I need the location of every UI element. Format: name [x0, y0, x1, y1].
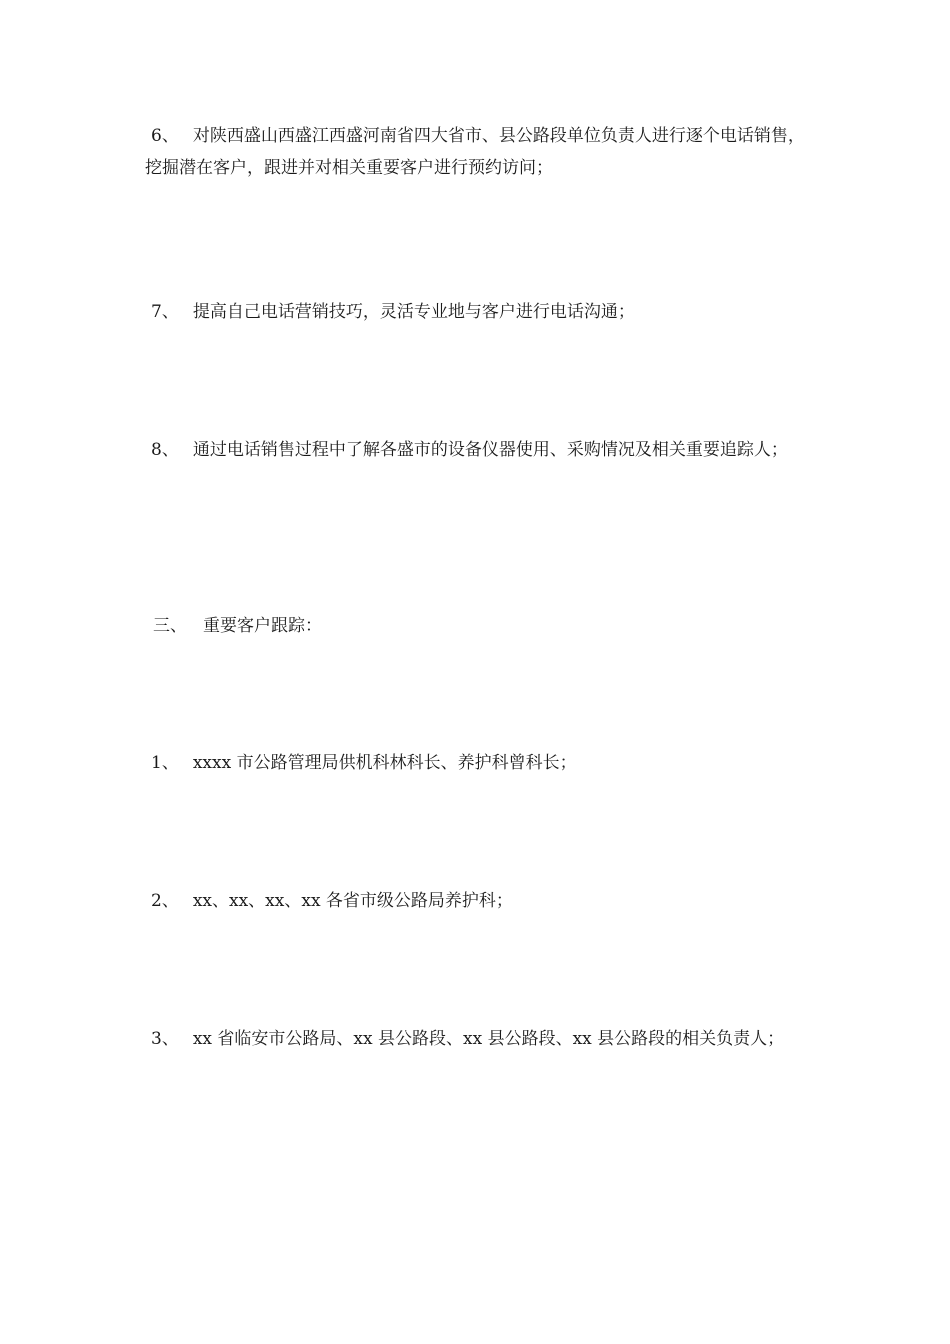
client-item-2	[145, 885, 810, 917]
client-item-text: xx、xx、xx、xx 各省市级公路局养护科；	[192, 891, 513, 911]
list-item-6	[145, 120, 810, 184]
list-item-number: 7、	[151, 302, 179, 322]
list-item-number: 6、	[151, 126, 179, 146]
list-item-text: 通过电话销售过程中了解各盛市的设备仪器使用、采购情况及相关重要追踪人；	[192, 440, 788, 460]
list-item-number: 8、	[151, 440, 179, 460]
section-heading	[145, 610, 810, 642]
client-item-number: 1、	[151, 753, 179, 773]
list-item-text: 对陕西盛山西盛江西盛河南省四大省市、县公路段单位负责人进行逐个电话销售，挖掘潜在客户，跟进并对相关重要客户进行预约访问；	[145, 126, 805, 178]
client-item-3	[145, 1023, 810, 1055]
list-item-7	[145, 296, 810, 328]
client-item-text: xx 省临安市公路局、xx 县公路段、xx 县公路段、xx 县公路段的相关负责人；	[192, 1029, 785, 1049]
client-item-1	[145, 747, 810, 779]
client-item-number: 2、	[151, 891, 179, 911]
client-item-text: xxxx 市公路管理局供机科林科长、养护科曾科长；	[192, 753, 577, 773]
list-item-text: 提高自己电话营销技巧，灵活专业地与客户进行电话沟通；	[192, 302, 635, 322]
section-number: 三、	[153, 616, 187, 636]
list-item-8	[145, 434, 810, 466]
section-title: 重要客户跟踪：	[203, 616, 322, 636]
client-item-number: 3、	[151, 1029, 179, 1049]
